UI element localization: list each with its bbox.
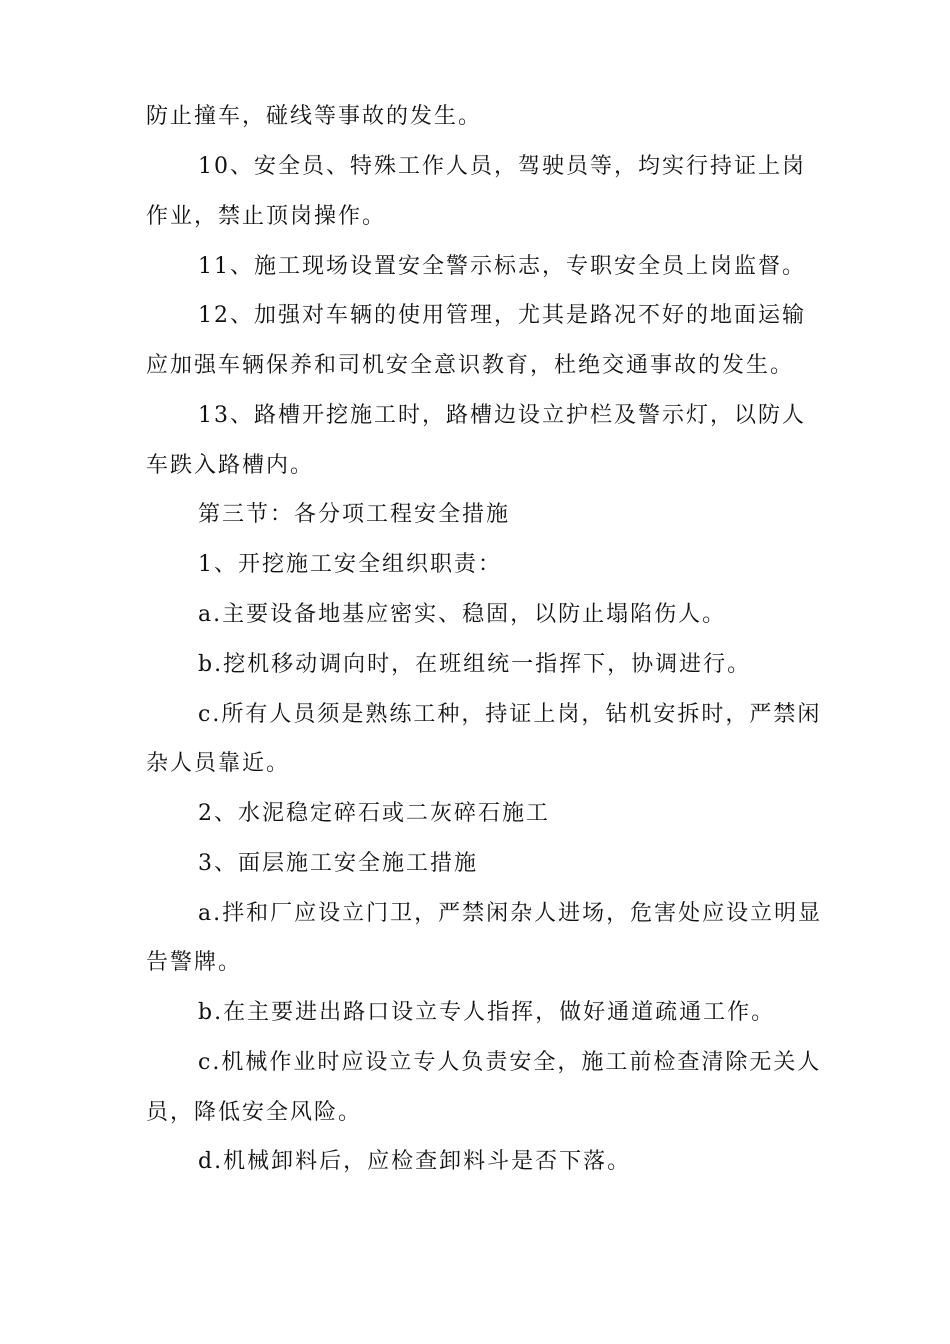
text-line: 防止撞车，碰线等事故的发生。 (146, 104, 483, 129)
text-line: 2、水泥稳定碎石或二灰碎石施工 (198, 801, 550, 826)
section-heading: 第三节：各分项工程安全措施 (198, 502, 511, 527)
text-line: b.在主要进出路口设立专人指挥，做好通道疏通工作。 (198, 1000, 776, 1025)
text-line: 告警牌。 (146, 950, 243, 975)
text-line: 1、开挖施工安全组织职责： (198, 552, 502, 577)
text-line: a.主要设备地基应密实、稳固，以防止塌陷伤人。 (198, 602, 727, 627)
text-line: a.拌和厂应设立门卫，严禁闲杂人进场，危害处应设立明显 (198, 901, 823, 926)
text-line: c.所有人员须是熟练工种，持证上岗，钻机安拆时，严禁闲 (198, 702, 822, 727)
text-line: 车跌入路槽内。 (146, 453, 315, 478)
text-line: 11、施工现场设置安全警示标志，专职安全员上岗监督。 (198, 254, 806, 279)
text-line: 13、路槽开挖施工时，路槽边设立护栏及警示灯，以防人 (198, 403, 806, 428)
text-line: 作业，禁止顶岗操作。 (146, 204, 387, 229)
text-line: c.机械作业时应设立专人负责安全，施工前检查清除无关人 (198, 1050, 822, 1075)
text-line: 员，降低安全风险。 (146, 1100, 363, 1125)
text-line: 10、安全员、特殊工作人员，驾驶员等，均实行持证上岗 (198, 154, 806, 179)
text-line: 3、面层施工安全施工措施 (198, 851, 478, 876)
text-line: b.挖机移动调向时，在班组统一指挥下，协调进行。 (198, 652, 752, 677)
text-line: 应加强车辆保养和司机安全意识教育，杜绝交通事故的发生。 (146, 353, 795, 378)
text-line: d.机械卸料后，应检查卸料斗是否下落。 (198, 1149, 632, 1174)
text-line: 杂人员靠近。 (146, 751, 291, 776)
text-line: 12、加强对车辆的使用管理，尤其是路况不好的地面运输 (198, 303, 806, 328)
